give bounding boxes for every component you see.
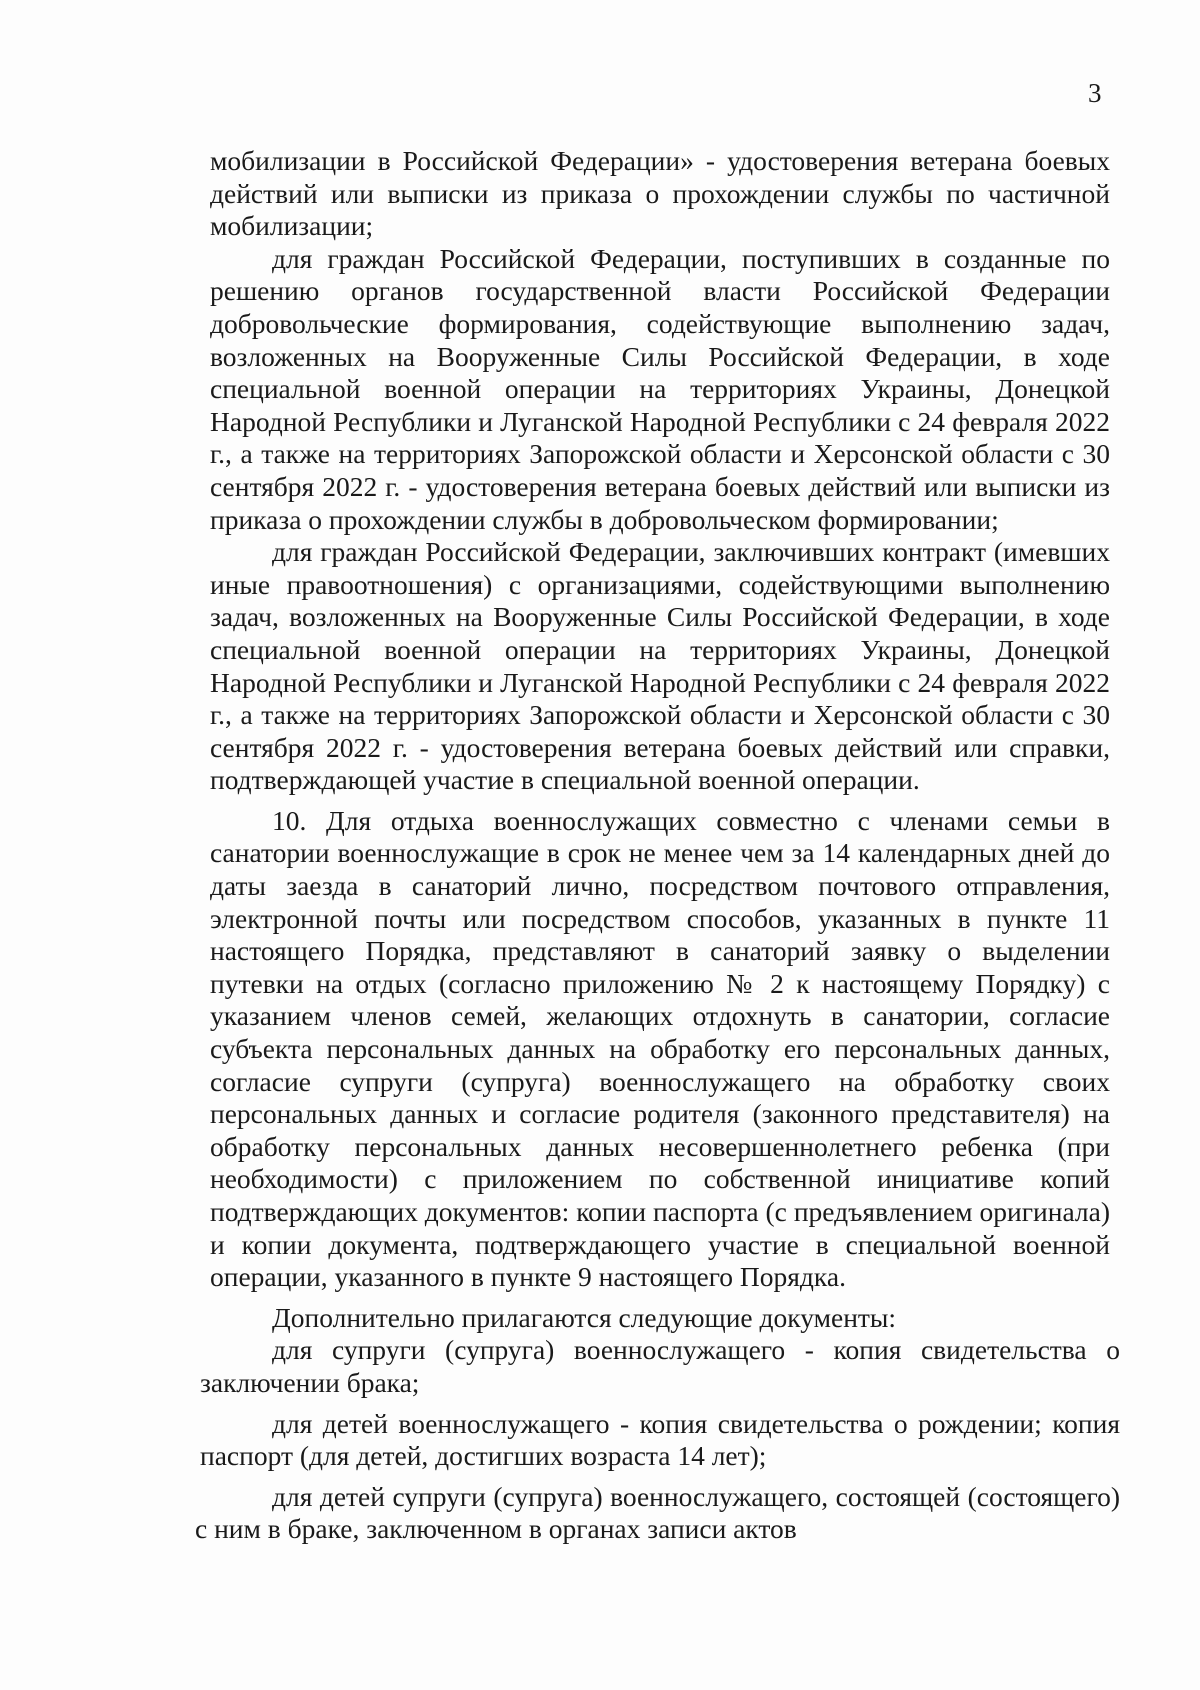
paragraph-contract-organizations: для граждан Российской Федерации, заключивших контракт (имевших иные правоотношения) с организациями, содействующими выполнению задач, возложенных на Вооруженные Силы Российской Федерации, в ходе специальной военной операции на территориях Украины, Донецкой Народной Республики и Луганской Народной Республики с 24 февраля 2022 г., а также на территориях Запорожской области и Херсонской области с 30 сентября 2022 г. - удостоверения ветерана боевых действий или справки, подтверждающей участие в специальной военной операции. [210, 536, 1110, 796]
document-body [195, 145, 1120, 1546]
paragraph-volunteer-formations: для граждан Российской Федерации, поступивших в созданные по решению органов государственной власти Российской Федерации добровольческие формирования, содействующие выполнению задач, возложенных на Вооруженные Силы Российской Федерации, в ходе специальной военной операции на территориях Украины, Донецкой Народной Республики и Луганской Народной Республики с 24 февраля 2022 г., а также на территориях Запорожской области и Херсонской области с 30 сентября 2022 г. - удостоверения ветерана боевых действий или выписки из приказа о прохождении службы в добровольческом формировании; [210, 242, 1110, 535]
paragraph-stepchildren-documents: для детей супруги (супруга) военнослужащего, состоящей (состоящего) с ним в браке, заключенном в органах записи актов [195, 1480, 1120, 1545]
page-number: 3 [1088, 78, 1102, 108]
paragraph-item-10: 10. Для отдыха военнослужащих совместно с членами семьи в санатории военнослужащие в срок не менее чем за 14 календарных дней до даты заезда в санаторий лично, посредством почтового отправления, электронной почты или посредством способов, указанных в пункте 11 настоящего Порядка, представляют в санаторий заявку о выделении путевки на отдых (согласно приложению № 2 к настоящему Порядку) с указанием членов семей, желающих отдохнуть в санатории, согласие субъекта персональных данных на обработку его персональных данных, согласие супруги (супруга) военнослужащего на обработку своих персональных данных и согласие родителя (законного представителя) на обработку персональных данных несовершеннолетнего ребенка (при необходимости) с приложением по собственной инициативе копий подтверждающих документов: копии паспорта (с предъявлением оригинала) и копии документа, подтверждающего участие в специальной военной операции, указанного в пункте 9 настоящего Порядка. [210, 804, 1110, 1293]
paragraph-children-documents: для детей военнослужащего - копия свидетельства о рождении; копия паспорт (для детей, достигших возраста 14 лет); [200, 1407, 1120, 1472]
paragraph-mobilization-continuation: мобилизации в Российской Федерации» - удостоверения ветерана боевых действий или выписки из приказа о прохождении службы по частичной мобилизации; [210, 145, 1110, 242]
paragraph-additional-documents: Дополнительно прилагаются следующие документы: [272, 1301, 897, 1333]
paragraph-spouse-documents: для супруги (супруга) военнослужащего - копия свидетельства о заключении брака; [200, 1334, 1120, 1398]
